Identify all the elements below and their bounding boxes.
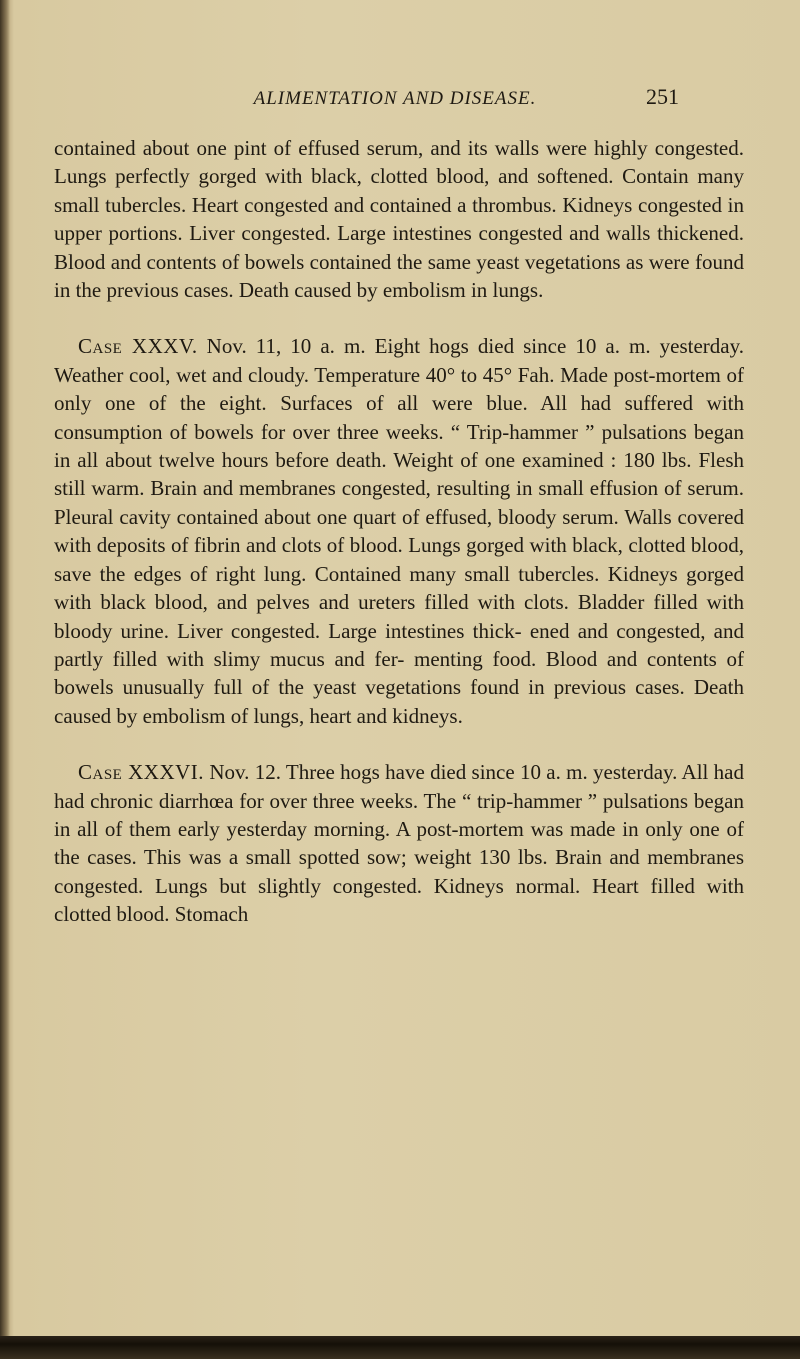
paragraph-case-36	[54, 758, 744, 928]
paragraph-case-35	[54, 332, 744, 730]
body-text	[54, 134, 744, 929]
paragraph-text: Nov. 11, 10 a. m. Eight hogs died since 10 a. m. yesterday. Weather cool, wet and cloudy. Temperature 40° to 45° Fah. Made post-mortem of only one of the eight. Surfaces of all were blue. All had suffered with consumption of bowels for over three weeks. “ Trip-hammer ” pulsations began in all about twelve hours before death. Weight of one examined : 180 lbs. Flesh still warm. Brain and membranes congested, resulting in small effusion of serum. Pleural cavity contained about one quart of effused, bloody serum. Walls covered with deposits of fibrin and clots of blood. Lungs gorged with black, clotted blood, save the edges of right lung. Contained many small tubercles. Kidneys gorged with black blood, and pelves and ureters filled with clots. Bladder filled with bloody urine. Liver congested. Large intestines thick- ened and congested, and partly filled with slimy mucus and fer- menting food. Blood and contents of bowels unusually full of the yeast vegetations found in previous cases. Death caused by embolism of lungs, heart and kidneys.	[54, 334, 744, 728]
paragraph-continued	[54, 134, 744, 304]
case-label: Case XXXVI.	[78, 760, 205, 785]
paragraph-text: Nov. 12. Three hogs have died since 10 a. m. yesterday. All had had chronic diarrhœa for over three weeks. The “ trip-hammer ” pulsations began in all of them early yesterday morning. A post-mortem was made in only one of the cases. This was a small spotted sow; weight 130 lbs. Brain and membranes congested. Lungs but slightly congested. Kidneys normal. Heart filled with clotted blood. Stomach	[54, 760, 745, 927]
running-head-title: ALIMENTATION AND DISEASE.	[253, 88, 537, 109]
case-label: Case XXXV.	[78, 334, 198, 359]
page-bottom-edge	[0, 1336, 800, 1359]
page-gutter-shadow	[0, 0, 10, 1359]
paragraph-text: contained about one pint of effused serum, and its walls were highly congested. Lungs perfectly gorged with black, clotted blood, and softened. Contain many small tubercles. Heart congested and contained a thrombus. Kidneys congested in upper portions. Liver congested. Large intestines congested and walls thickened. Blood and contents of bowels contained the same yeast vegetations as were found in the previous cases. Death caused by embolism in lungs.	[54, 136, 744, 303]
page-number: 251	[646, 84, 679, 109]
